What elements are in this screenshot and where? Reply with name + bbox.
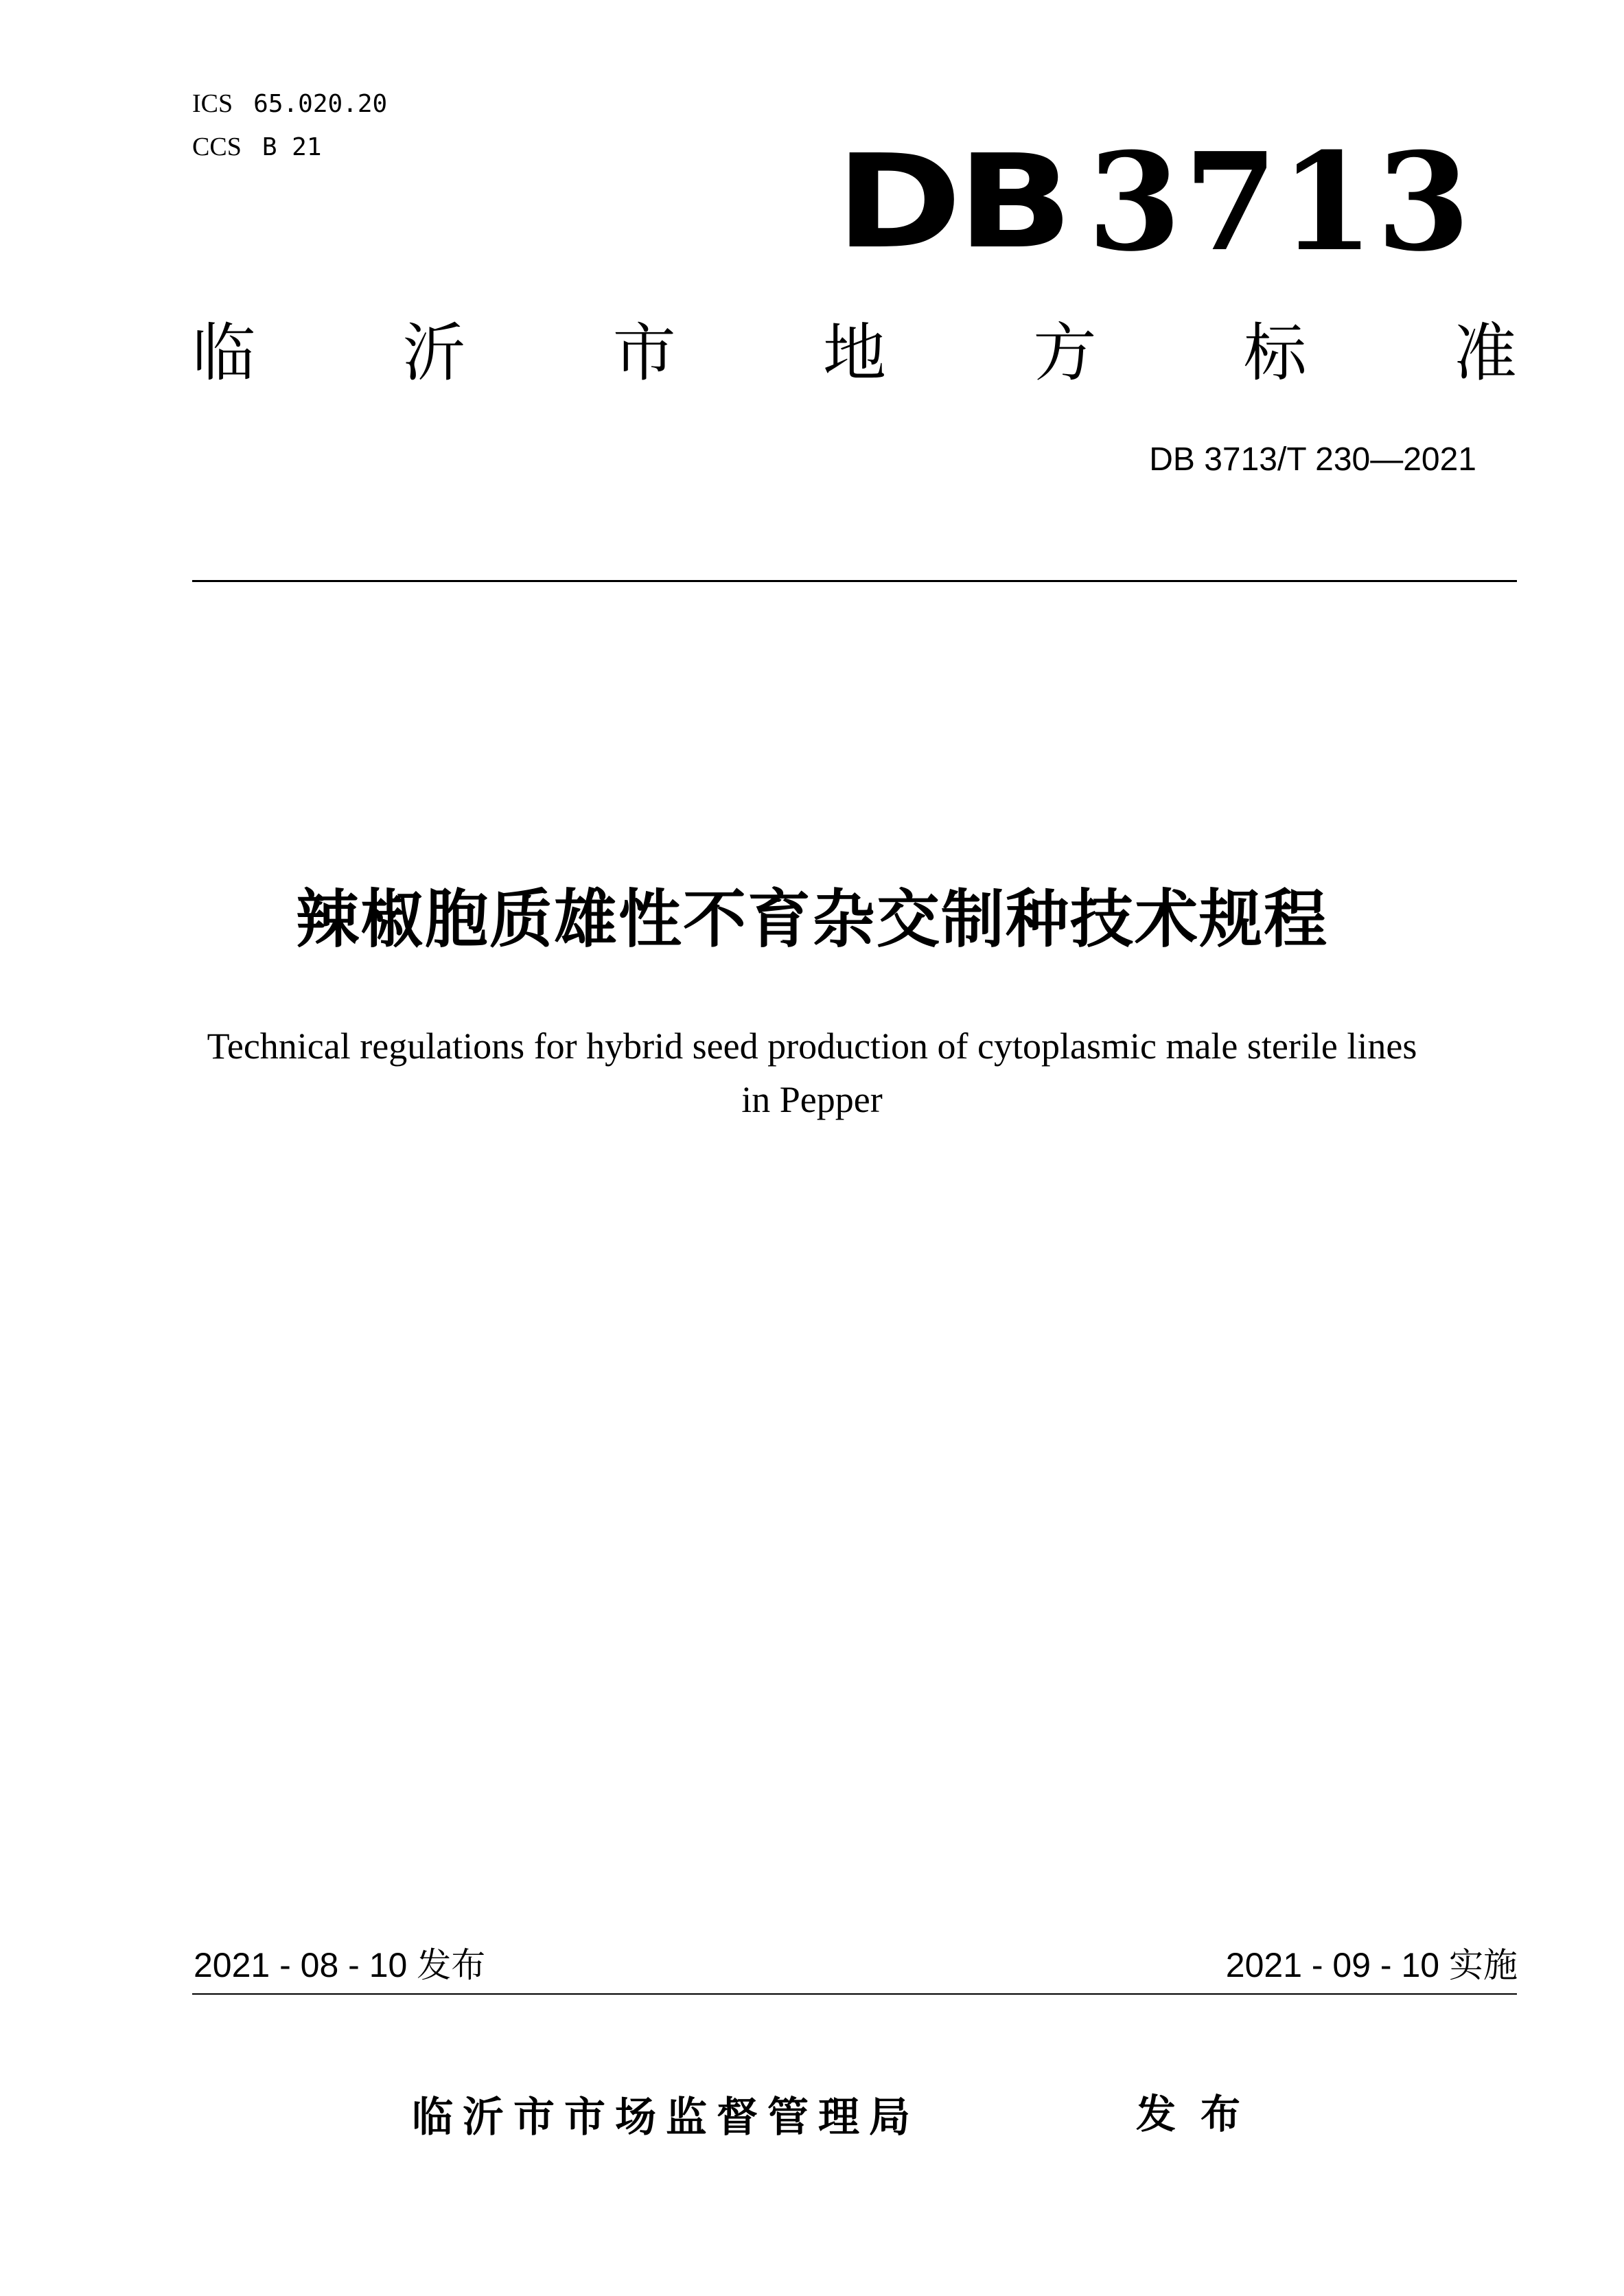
standard-type-char: 临 [192,316,256,390]
standard-type-char: 沂 [402,316,466,390]
footer-divider [192,1993,1517,1995]
logo-number: 3713 [1087,124,1473,281]
ics-value: 65.020.20 [253,90,388,118]
standard-code: DB 3713/T 230—2021 [1149,441,1476,478]
standard-type-char: 方 [1033,316,1097,390]
title-english-line2: in Pepper [741,1079,883,1120]
implement-date: 2021 - 09 - 10 实施 [1225,1946,1518,1984]
ccs-value: B 21 [262,133,322,161]
standard-type-char: 标 [1243,316,1307,390]
header-divider [192,580,1517,582]
standard-type-char: 准 [1453,316,1517,390]
ics-row [192,82,387,126]
ics-label: ICS [192,89,233,118]
standard-type-char: 地 [822,316,886,390]
standard-type-char: 市 [612,316,676,390]
db-logo [835,124,1473,281]
classification-codes [192,82,387,169]
title-english-line1: Technical regulations for hybrid seed production of cytoplasmic male sterile lines [207,1025,1417,1067]
issuer-suffix: 发布 [1136,2091,1266,2137]
logo-prefix: DB [835,127,1069,277]
publish-date: 2021 - 08 - 10 发布 [194,1946,486,1984]
issuer-name: 临沂市市场监督管理局 [412,2094,920,2142]
standard-type [192,312,1517,395]
title-english [0,1019,1624,1126]
ccs-label: CCS [192,132,242,161]
ccs-row [192,126,387,169]
title-chinese: 辣椒胞质雄性不育杂交制种技术规程 [295,883,1328,956]
